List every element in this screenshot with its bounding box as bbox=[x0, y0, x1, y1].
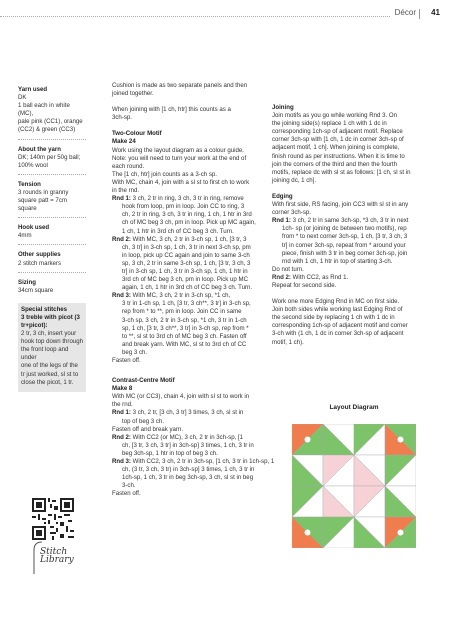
text-line: to **, sl st to 3rd ch of MC beg 3 ch. Fasten off bbox=[122, 332, 247, 340]
text-line: 2 tr, 3 ch, insert your bbox=[21, 330, 77, 338]
text-line: 4mm bbox=[18, 232, 32, 240]
special-stitches-heading: 3 treble with picot (3 bbox=[21, 313, 80, 321]
text-line: rnd with 1 ch, 1 htr in top of starting 3-ch. bbox=[282, 257, 393, 265]
text-line: 1 ball each in white (MC), bbox=[18, 102, 70, 118]
yarn-used-text bbox=[18, 94, 86, 134]
text-line: (CC2) & green (CC3) bbox=[18, 126, 76, 134]
two-colour-motif-heading: Two-Colour Motif bbox=[112, 130, 162, 138]
text-line: With MC, chain 4, join with a sl st to first ch to work bbox=[112, 178, 250, 186]
text-line: Work one more Edging Rnd in MC on first side. bbox=[272, 298, 400, 306]
contrast-centre-motif-heading: Contrast-Centre Motif bbox=[112, 377, 175, 385]
text-line: DK; 140m per 50g ball; bbox=[18, 153, 81, 161]
round-instruction bbox=[272, 217, 438, 266]
qr-code[interactable] bbox=[32, 498, 74, 540]
text-line: The [1 ch, htr] join counts as a 3-ch sp. bbox=[112, 170, 218, 178]
text-line: Do not turn. bbox=[272, 265, 304, 273]
divider bbox=[18, 139, 86, 140]
special-stitches-box bbox=[18, 303, 86, 392]
special-stitches-heading: Special stitches bbox=[21, 305, 68, 313]
round-label: Rnd 2: bbox=[112, 433, 131, 441]
text-line: Fasten off. bbox=[112, 357, 141, 364]
text-line: 34cm square bbox=[18, 286, 54, 294]
text-line: again, 1 ch, 1 htr in 3rd ch of CC beg 3 ch. Turn. bbox=[122, 284, 253, 292]
text-line: the joining side(s) replace 1 ch with 1 dc in bbox=[272, 120, 387, 128]
text-line: close the picot, 1 tr. bbox=[21, 378, 74, 386]
joining-heading: Joining bbox=[272, 104, 294, 111]
text-line: sp, 1 ch, [3 tr, 3 ch**, 3 tr] in 3-ch sp, rep from * bbox=[122, 324, 249, 332]
round-instruction bbox=[112, 195, 278, 235]
motif-centre bbox=[305, 437, 311, 443]
text-line: Fasten off and break yarn. bbox=[112, 425, 184, 433]
text-line: 3-ch. bbox=[122, 482, 136, 490]
text-line: ch, (3 tr, 3 ch, 3 tr) in 3ch-sp] 3 times, 1 ch, 3 tr in bbox=[122, 466, 255, 474]
text-line: beg 3 ch. bbox=[122, 348, 148, 356]
motif-centre bbox=[398, 530, 404, 536]
text-line: 3 ch, 2 tr, [3 ch, 3 tr] 3 times, 3 ch, sl st in bbox=[130, 409, 244, 417]
text-line: Note: you will need to turn your work at the end of bbox=[112, 154, 247, 162]
round-label: Rnd 3: bbox=[112, 292, 131, 300]
text-line: 3 ch, 2 tr in same 3ch-sp, *3 ch, 3 tr in next bbox=[290, 217, 409, 225]
layout-diagram bbox=[274, 404, 434, 548]
divider bbox=[18, 217, 86, 218]
round-label: Rnd 3: bbox=[112, 458, 131, 466]
header-divider bbox=[419, 9, 420, 19]
text-line: ch, 3 tr] in 3-ch sp, 1 ch, 3 tr in next 3-ch sp, pm bbox=[122, 243, 251, 251]
text-line: Fasten off. bbox=[112, 490, 141, 498]
text-line: tr just worked, sl st to bbox=[21, 370, 79, 378]
text-line: joining dc, 1 ch]. bbox=[272, 176, 317, 184]
text-line: adjacent motif, 1 ch]. When joining is complete, bbox=[272, 144, 400, 152]
text-line: the rnd. bbox=[112, 401, 133, 409]
instructions-column-1 bbox=[112, 82, 278, 499]
text-line: corresponding 1ch-sp of adjacent motif and corner bbox=[272, 322, 408, 330]
brand-text: Stitch Library bbox=[40, 547, 74, 566]
divider bbox=[18, 174, 86, 175]
text-line: motif, 1 ch). bbox=[272, 338, 304, 346]
make-count: Make 8 bbox=[112, 385, 133, 393]
text-line: With MC (or CC3), chain 4, join with sl st to work in bbox=[112, 393, 250, 401]
yarn-used-heading: Yarn used bbox=[18, 86, 48, 93]
text-line: motifs, replace dc with sl st as follows: [1 ch, sl st in bbox=[272, 168, 411, 176]
text-line: When joining with [1 ch, htr] this counts as a bbox=[112, 106, 231, 114]
text-line: finish round as per instructions. When it is time to bbox=[272, 152, 405, 160]
layout-diagram-graphic bbox=[292, 424, 416, 548]
text-line: 2 stitch markers bbox=[18, 259, 62, 267]
sidebar bbox=[18, 86, 86, 392]
text-line: corner 3ch-sp. bbox=[272, 209, 311, 217]
text-line: in the rnd. bbox=[112, 187, 140, 195]
text-line: With first side, RS facing, join CC3 with sl st in any bbox=[272, 201, 409, 209]
text-line: ch, 2 tr in ring, 3 ch, 3 tr in ring, 1 ch, 1 htr in 3rd bbox=[122, 211, 252, 219]
text-line: sp, 3 ch, 2 tr in same 3-ch sp, 1 ch, [3 tr, 3 ch, 3 bbox=[122, 259, 251, 267]
text-line: top of beg 3 ch. bbox=[122, 417, 165, 425]
text-line: With MC, 3 ch, 2 tr in 3-ch sp, 1 ch, [3 tr, 3 bbox=[130, 235, 247, 243]
text-line: With CC2 (or MC), 3 ch, 2 tr in 3ch-sp, [1 bbox=[130, 433, 244, 441]
text-line: Cushion is made as two separate panels and then bbox=[112, 82, 248, 89]
round-label: Rnd 1: bbox=[112, 409, 131, 417]
divider bbox=[18, 272, 86, 273]
text-line: piece, finish with 3 tr in beg corner 3ch-sp, join bbox=[282, 249, 408, 257]
page-number: 41 bbox=[431, 8, 440, 17]
text-line: the second side by replacing 1 ch with 1 dc in bbox=[272, 314, 395, 322]
motif-centre bbox=[305, 530, 311, 536]
text-line: 3 rounds in granny bbox=[18, 188, 69, 196]
edging-heading: Edging bbox=[272, 192, 293, 200]
round-instruction bbox=[112, 409, 278, 425]
round-label: Rnd 1: bbox=[112, 195, 131, 203]
text-line: one of the legs of the bbox=[21, 362, 78, 370]
text-line: tr] in 3-ch sp, 1 ch, 3 tr in 3-ch sp, 1 ch, 1 htr in bbox=[122, 267, 248, 275]
round-instruction bbox=[112, 458, 278, 490]
text-line: ch of MC beg 3 ch, pm in loop. Pick up MC again, bbox=[122, 219, 256, 227]
header-rule bbox=[0, 16, 390, 17]
text-line: rep from * to **, pm in loop. Join CC in same bbox=[122, 308, 242, 316]
text-line: hook from loop, pm in loop. Join CC to ring, 3 bbox=[122, 203, 245, 211]
text-line: 3 ch, 2 tr in ring, 3 ch, 3 tr in ring, remove bbox=[130, 195, 244, 203]
round-label: Rnd 2: bbox=[272, 273, 291, 281]
round-instruction bbox=[112, 434, 278, 458]
make-count: Make 24 bbox=[112, 138, 136, 146]
text-line: Work using the layout diagram as a colour guide. bbox=[112, 146, 244, 154]
text-line: Join motifs as you go while working Rnd 3. On bbox=[272, 112, 397, 120]
text-line: 1ch- sp (or joining dc between two motifs), rep bbox=[282, 225, 407, 233]
text-line: the front loop and under bbox=[21, 346, 69, 362]
text-line: 3-ch sp, 3 ch, 2 tr in 3-ch sp, *1 ch, 3 tr in 1-ch bbox=[122, 316, 247, 324]
text-line: each round. bbox=[112, 162, 145, 170]
text-line: from * to next corner 3ch-sp, 1 ch, [3 tr, 3 ch, 3 bbox=[282, 233, 408, 241]
text-line: With MC, 3 ch, 2 tr in 3-ch sp, *1 ch, bbox=[130, 292, 231, 300]
text-line: beg 3ch-sp, 1 htr in top of beg 3 ch. bbox=[122, 449, 218, 457]
supplies-heading: Other supplies bbox=[18, 251, 61, 259]
text-line: corresponding 1ch-sp of adjacent motif. Replace bbox=[272, 128, 403, 136]
about-yarn-heading: About the yarn bbox=[18, 145, 61, 153]
round-label: Rnd 2: bbox=[112, 235, 131, 243]
divider bbox=[18, 244, 86, 245]
tension-heading: Tension bbox=[18, 180, 41, 188]
text-line: 3ch-sp. bbox=[112, 114, 132, 122]
text-line: in loop, pick up CC again and join to same 3-ch bbox=[122, 251, 250, 259]
text-line: With CC2, as Rnd 1. bbox=[290, 273, 349, 281]
hook-heading: Hook used bbox=[18, 224, 50, 232]
text-line: Repeat for second side. bbox=[272, 281, 337, 289]
text-line: join the corners of the third and then the fourth bbox=[272, 160, 398, 168]
text-line: DK bbox=[18, 94, 27, 102]
text-line: 3-ch with (1 ch, 1 dc in corner 3ch-sp of adjacent bbox=[272, 330, 404, 338]
text-line: 3 tr in 1-ch sp, 1 ch, [3 tr, 3 ch**, 3 tr] in 3-ch sp, bbox=[122, 300, 251, 308]
text-line: ch, [3 tr, 3 ch, 3 tr] in 3ch-sp] 3 times, 1 ch, 3 tr in bbox=[122, 441, 254, 449]
text-line: 1 ch, 1 htr in 3rd ch of CC beg 3 ch. Turn. bbox=[122, 227, 234, 235]
round-instruction bbox=[112, 236, 278, 293]
round-label: Rnd 1: bbox=[272, 217, 291, 225]
text-line: 100% wool bbox=[18, 161, 48, 169]
text-line: joined together. bbox=[112, 90, 154, 98]
motif-centre bbox=[398, 437, 404, 443]
text-line: hook top down through bbox=[21, 338, 83, 346]
text-line: pale pink (CC1), orange bbox=[18, 118, 83, 126]
page-header bbox=[0, 0, 452, 30]
text-line: 1ch-sp, 1 ch, 3 tr in beg 3ch-sp, 3 ch, sl st in beg bbox=[122, 474, 254, 482]
text-line: and break yarn. With MC, sl st to 3rd ch of CC bbox=[122, 340, 247, 348]
instructions-column-2 bbox=[272, 104, 438, 347]
round-instruction bbox=[112, 292, 278, 357]
special-stitches-heading: tr+picot): bbox=[21, 321, 48, 329]
layout-diagram-title: Layout Diagram bbox=[329, 404, 379, 411]
text-line: tr] in corner 3ch-sp, repeat from * around your bbox=[282, 241, 406, 249]
stitch-library-logo bbox=[30, 540, 100, 580]
section-title: Décor bbox=[394, 8, 416, 17]
text-line: With CC2, 3 ch, 2 tr in 3ch-sp, [1 ch, 3 tr in 1ch-sp, 1 bbox=[130, 458, 275, 466]
sizing-heading: Sizing bbox=[18, 278, 36, 286]
text-line: Join both sides while working last Edging Rnd of bbox=[272, 306, 403, 314]
text-line: square patt = 7cm square bbox=[18, 197, 67, 213]
text-line: corner 3ch-sp with [1 ch, 1 dc in corner 3ch-sp of bbox=[272, 136, 404, 144]
text-line: 3rd ch of MC beg 3 ch, pm in loop. Pick up MC bbox=[122, 276, 248, 284]
